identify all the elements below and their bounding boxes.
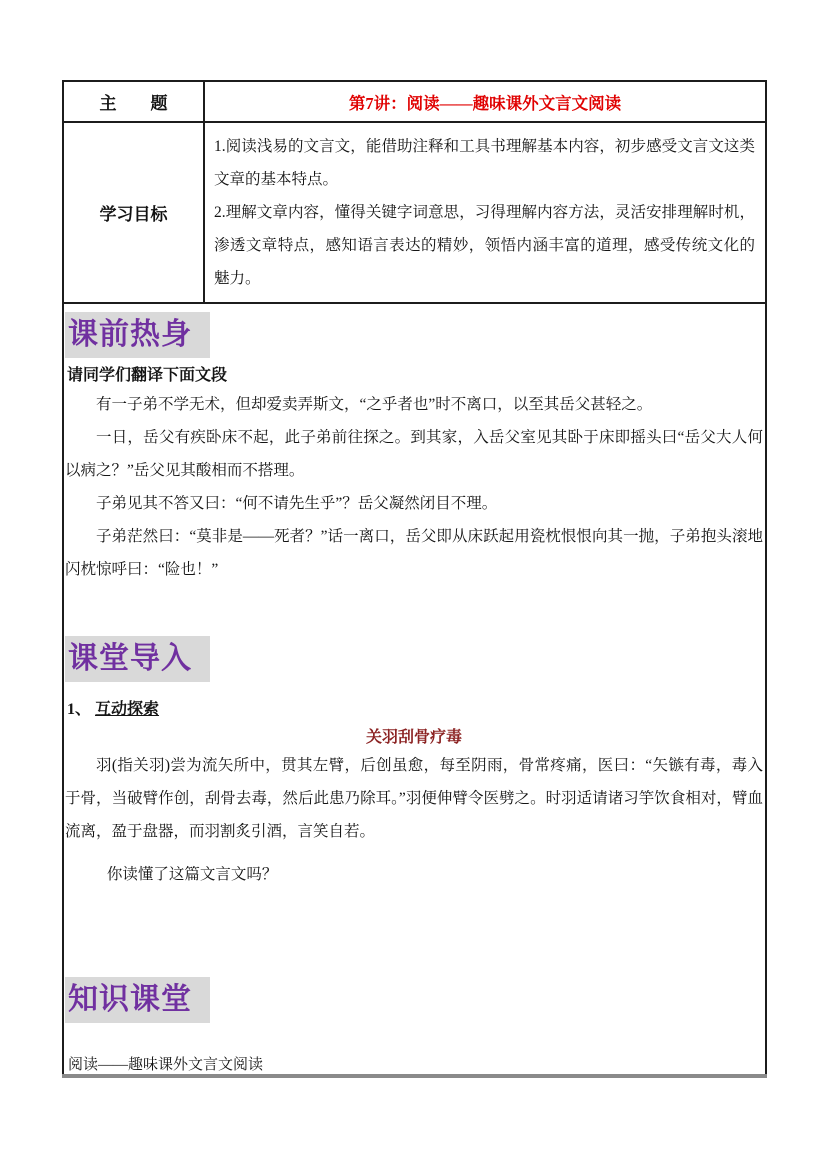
table-row	[63, 122, 766, 303]
topic-label-cell: 主 题	[63, 81, 204, 122]
item-title: 互动探索	[95, 701, 160, 718]
warmup-paragraph: 子弟茫然曰：“莫非是——死者？”话一离口，岳父即从床跃起用瓷枕恨恨向其一抛，子弟抱头滚地闪枕惊呼曰：“险也！”	[65, 528, 763, 578]
lesson-table	[62, 80, 767, 1078]
goals-cell	[204, 122, 766, 303]
learning-goal-2: 2.理解文章内容，懂得关键字词意思，习得理解内容方法，灵活安排理解时机，渗透文章特点，感知语言表达的精妙，领悟内涵丰富的道理，感受传统文化的魅力。	[214, 204, 755, 287]
item-number: 1、	[67, 701, 96, 718]
knowledge-subtitle: 阅读——趣味课外文言文阅读	[68, 1057, 264, 1073]
warmup-instruction: 请同学们翻译下面文段	[67, 367, 228, 384]
story-text: 羽(指关羽)尝为流矢所中，贯其左臂，后创虽愈，每至阴雨，骨常疼痛，医曰：“矢镞有毒，毒入于骨，当破臂作创，刮骨去毒，然后此患乃除耳。”羽便伸臂令医劈之。时羽适请诸习竽饮食相对，臂血流离，盈于盘器，而羽割炙引酒，言笑自若。	[65, 757, 763, 840]
story-question: 你读懂了这篇文言文吗？	[106, 866, 278, 883]
warmup-paragraph: 一日，岳父有疾卧床不起，此子弟前往探之。到其家，入岳父室见其卧于床即摇头曰“岳父大人何以病之？”岳父见其酸相而不搭理。	[65, 429, 763, 479]
content-cell	[63, 303, 766, 1076]
warmup-paragraph: 子弟见其不答又曰：“何不请先生乎”？岳父凝然闭目不理。	[96, 495, 498, 512]
goals-label-cell: 学习目标	[63, 122, 204, 303]
section-header-lead-in: 课堂导入	[65, 636, 210, 682]
lesson-title: 第7讲：阅读——趣味课外文言文阅读	[348, 93, 622, 113]
lead-in-item	[67, 696, 763, 719]
story-title: 关羽刮骨疗毒	[365, 729, 462, 746]
learning-goal-1: 1.阅读浅易的文言文，能借助注释和工具书理解基本内容，初步感受文言文这类文章的基本特点。	[214, 138, 755, 188]
table-row	[63, 81, 766, 122]
table-row	[63, 303, 766, 1076]
section-header-knowledge: 知识课堂	[65, 977, 210, 1023]
warmup-paragraph: 有一子弟不学无术，但却爱卖弄斯文，“之乎者也”时不离口，以至其岳父甚轻之。	[96, 396, 653, 413]
warmup-passage	[65, 388, 763, 586]
section-header-warmup: 课前热身	[65, 312, 210, 358]
